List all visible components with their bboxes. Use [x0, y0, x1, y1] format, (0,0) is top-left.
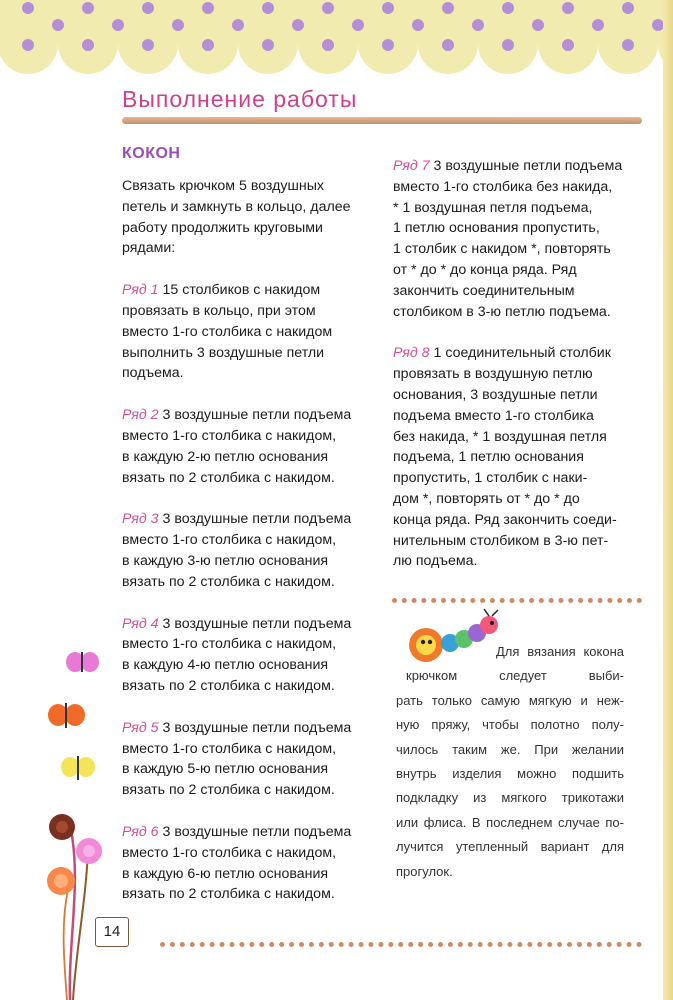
page-edge-strip	[663, 0, 673, 1000]
note-line: крючком следует выби-	[406, 668, 624, 684]
row-instruction	[393, 156, 648, 322]
row-text: 3 воздушные петли подъема вместо 1-го столбика с накидом, в каждую 5-ю петлю основания вязать по 2 столбика с накидом.	[122, 719, 352, 799]
row-instruction	[122, 822, 387, 905]
row-text: 15 столбиков с накидом провязать в кольцо, при этом вместо 1-го столбика с накидом выполнить 3 воздушные петли подъема.	[122, 282, 333, 382]
row-instruction	[122, 718, 387, 801]
section-subtitle: КОКОН	[122, 145, 181, 162]
row-label: Ряд 3	[122, 511, 159, 528]
flower-icon	[49, 814, 75, 840]
row-label: Ряд 4	[122, 615, 159, 632]
note-top-divider	[392, 598, 642, 603]
row-label: Ряд 2	[122, 407, 159, 424]
row-text: 3 воздушные петли подъема вместо 1-го столбика с накидом, в каждую 6-ю петлю основания вязать по 2 столбика с накидом.	[122, 823, 352, 903]
row-text: 3 воздушные петли подъема вместо 1-го столбика с накидом, в каждую 3-ю петлю основания вязать по 2 столбика с накидом.	[122, 511, 352, 590]
note-line: или флиса. В последнем случае по-	[396, 814, 624, 830]
row-text: 3 воздушные петли подъема вместо 1-го столбика с накидом, в каждую 2-ю петлю основания вязать по 2 столбика с накидом.	[122, 407, 352, 486]
flower-decoration	[40, 640, 120, 1000]
bottom-divider	[160, 942, 642, 947]
row-instruction	[122, 280, 387, 384]
right-column	[393, 156, 648, 593]
butterfly-icon	[48, 703, 85, 728]
flower-icon	[76, 838, 102, 864]
page-title: Выполнение работы	[122, 86, 358, 112]
note-line: рать только самую мягкую и неж-	[396, 692, 624, 708]
row-instruction	[393, 343, 648, 572]
flower-icon	[47, 867, 75, 895]
note-line: прогулок.	[396, 863, 453, 879]
row-label: Ряд 8	[393, 345, 430, 362]
scallop-border	[0, 0, 673, 76]
intro-paragraph: Связать крючком 5 воздушных петель и замкнуть в кольцо, далее работу продолжить круговыми рядами:	[122, 178, 351, 257]
note-line: Для вязания кокона	[496, 644, 624, 659]
note-line: чилось таким же. При желании	[396, 741, 624, 757]
row-text: 3 воздушные петли подъема вместо 1-го столбика с накидом, в каждую 4-ю петлю основания вязать по 2 столбика с накидом.	[122, 615, 352, 694]
row-instruction	[122, 509, 387, 592]
note-line: лучится утепленный вариант для	[396, 839, 624, 855]
row-label: Ряд 5	[122, 719, 159, 736]
row-text: 3 воздушные петли подъема вместо 1-го столбика без накида, * 1 воздушная петля подъема, 1 петлю основания пропустить, 1 столбик с накидом *, повторять от * до * до конца ряда. Ряд закончить соединительным столбиком в 3-ю петлю подъема.	[393, 158, 623, 320]
note-line: внутрь изделия можно подшить	[396, 766, 624, 782]
butterfly-icon	[61, 756, 95, 780]
row-label: Ряд 7	[393, 158, 430, 174]
left-column	[122, 176, 387, 926]
butterfly-icon	[66, 652, 99, 672]
note-line: ную пряжу, чтобы полотно полу-	[396, 717, 624, 733]
page-number: 14	[95, 917, 129, 947]
note-line: подкладку из мягкого трикотажи	[396, 790, 624, 806]
row-label: Ряд 6	[122, 823, 159, 840]
row-instruction	[122, 405, 387, 488]
row-label: Ряд 1	[122, 282, 159, 299]
tip-note	[396, 640, 624, 884]
title-rule	[122, 117, 642, 124]
row-instruction	[122, 614, 387, 697]
row-text: 1 соединительный столбик провязать в воздушную петлю основания, 3 воздушные петли подъема вместо 1-го столбика без накида, * 1 воздушная петля подъема, 1 петлю основания пропустить, 1 столбик с наки- дом *, повторять от * до * до конца ряда. Ряд закончить соеди- нительным столбиком в 3-ю пет- лю подъема.	[393, 345, 617, 570]
